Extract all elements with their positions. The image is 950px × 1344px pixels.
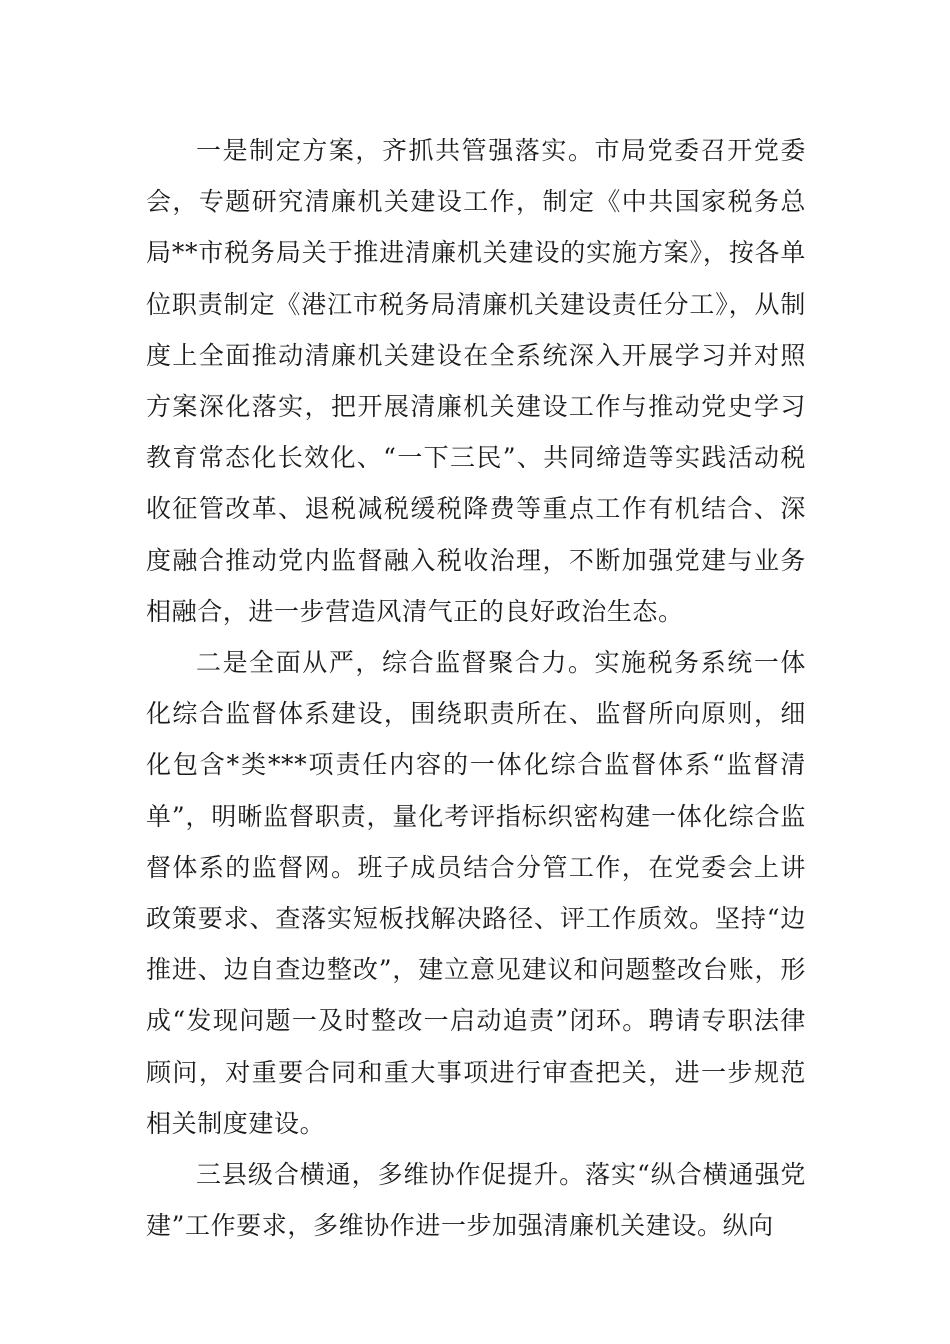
document-body <box>146 125 806 1251</box>
paragraph-2: 二是全面从严，综合监督聚合力。实施税务系统一体化综合监督体系建设，围绕职责所在、监督所向原则，细化包含*类***项责任内容的一体化综合监督体系“监督清单”，明晰监督职责，量化考评指标织密构建一体化综合监督体系的监督网。班子成员结合分管工作，在党委会上讲政策要求、查落实短板找解决路径、评工作质效。坚持“边推进、边自查边整改”，建立意见建议和问题整改台账，形成“发现问题一及时整改一启动追责”闭环。聘请专职法律顾问，对重要合同和重大事项进行审查把关，进一步规范相关制度建设。 <box>146 648 806 1138</box>
paragraph-3: 三县级合横通，多维协作促提升。落实“纵合横通强党建”工作要求，多维协作进一步加强清廉机关建设。纵向 <box>146 1160 806 1241</box>
paragraph-1: 一是制定方案，齐抓共管强落实。市局党委召开党委会，专题研究清廉机关建设工作，制定《中共国家税务总局**市税务局关于推进清廉机关建设的实施方案》，按各单位职责制定《港江市税务局清廉机关建设责任分工》，从制度上全面推动清廉机关建设在全系统深入开展学习并对照方案深化落实，把开展清廉机关建设工作与推动党史学习教育常态化长效化、“一下三民”、共同缔造等实践活动税收征管改革、退税减税缓税降费等重点工作有机结合、深度融合推动党内监督融入税收治理，不断加强党建与业务相融合，进一步营造风清气正的良好政治生态。 <box>146 136 806 626</box>
